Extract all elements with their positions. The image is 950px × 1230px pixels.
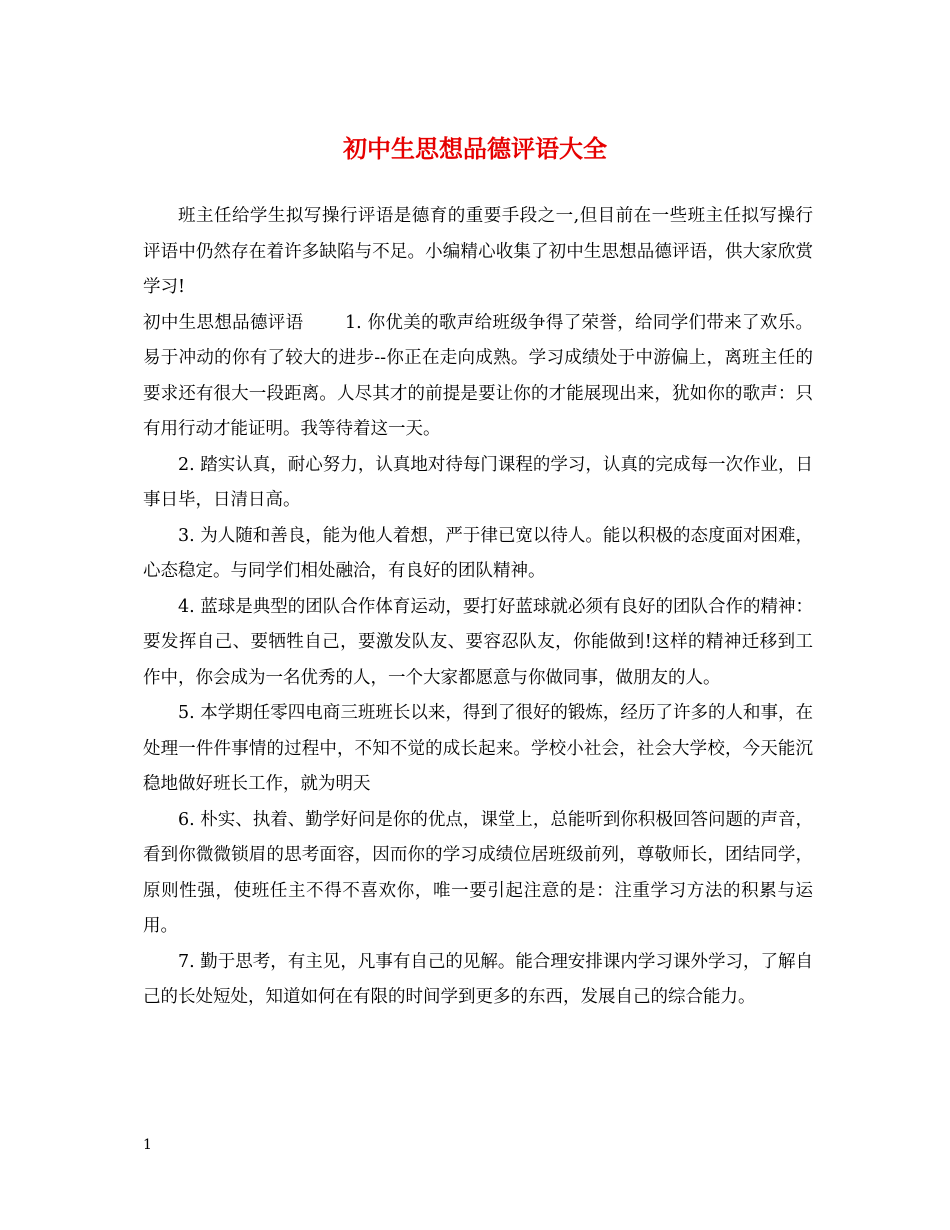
- comment-paragraph-2: 2. 踏实认真，耐心努力，认真地对待每门课程的学习，认真的完成每一次作业，日事日毕，日清日高。: [143, 454, 813, 510]
- page-number: 1: [143, 1137, 152, 1153]
- comment-paragraph-1: 初中生思想品德评语 1. 你优美的歌声给班级争得了荣誉，给同学们带来了欢乐。易于冲动的你有了较大的进步--你正在走向成熟。学习成绩处于中游偏上，离班主任的要求还有很大一段距离。人尽其才的前提是要让你的才能展现出来，犹如你的歌声：只有用行动才能证明。我等待着这一天。: [143, 312, 813, 439]
- document-body: [143, 199, 813, 1016]
- comment-paragraph-4: 4. 蓝球是典型的团队合作体育运动，要打好蓝球就必须有良好的团队合作的精神：要发挥自己、要牺牲自己，要激发队友、要容忍队友，你能做到!这样的精神迁移到工作中，你会成为一名优秀的人，一个大家都愿意与你做同事，做朋友的人。: [143, 596, 813, 688]
- comment-paragraph-3: 3. 为人随和善良，能为他人着想，严于律已宽以待人。能以积极的态度面对困难，心态稳定。与同学们相处融洽，有良好的团队精神。: [143, 525, 813, 581]
- comment-paragraph-5: 5. 本学期任零四电商三班班长以来，得到了很好的锻炼，经历了许多的人和事，在处理一件件事情的过程中，不知不觉的成长起来。学校小社会，社会大学校，今天能沉稳地做好班长工作，就为明天: [143, 703, 813, 794]
- intro-paragraph: 班主任给学生拟写操行评语是德育的重要手段之一,但目前在一些班主任拟写操行评语中仍然存在着许多缺陷与不足。小编精心收集了初中生思想品德评语，供大家欣赏学习!: [143, 206, 813, 297]
- comment-paragraph-7: 7. 勤于思考，有主见，凡事有自己的见解。能合理安排课内学习课外学习，了解自己的长处短处，知道如何在有限的时间学到更多的东西，发展自己的综合能力。: [143, 951, 813, 1007]
- document-title: 初中生思想品德评语大全: [343, 134, 607, 163]
- comment-paragraph-6: 6. 朴实、执着、勤学好问是你的优点，课堂上，总能听到你积极回答问题的声音，看到你微微锁眉的思考面容，因而你的学习成绩位居班级前列，尊敬师长，团结同学，原则性强，使班任主不得不喜欢你，唯一要引起注意的是：注重学习方法的积累与运用。: [143, 809, 813, 936]
